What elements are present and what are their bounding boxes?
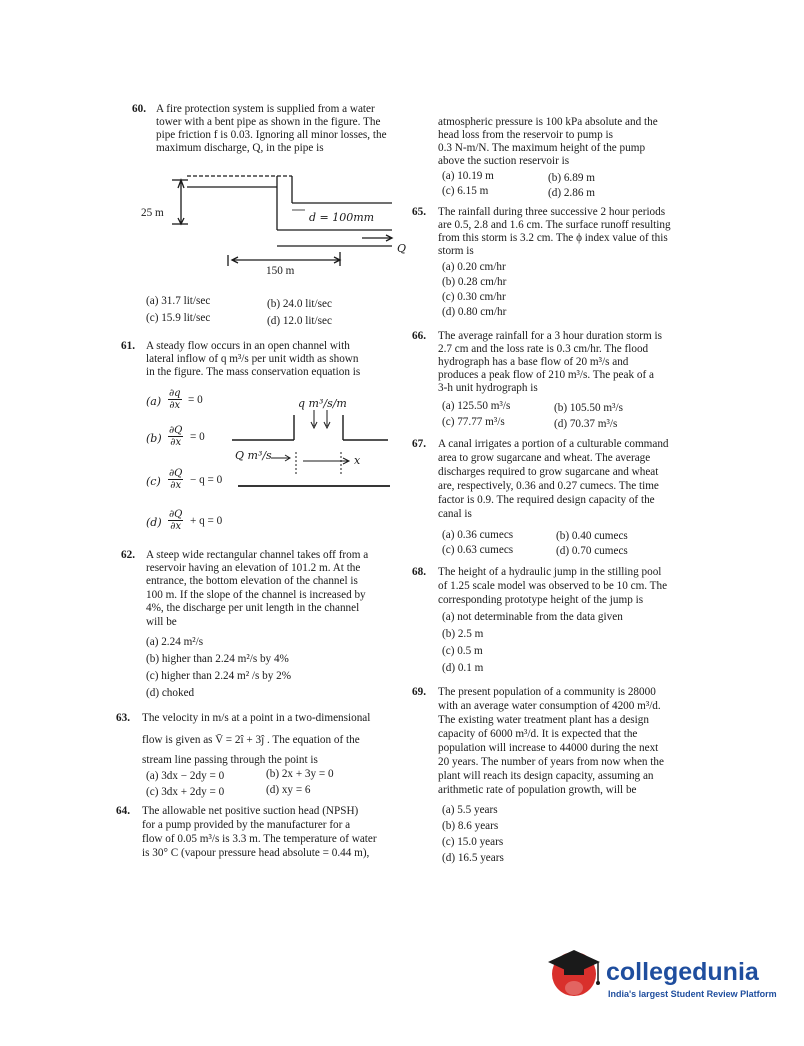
question-text: A fire protection system is supplied from a water — [156, 103, 375, 115]
question-text: plant will reach its design capacity, assuming an — [438, 770, 654, 782]
option-d: (d) 12.0 lit/sec — [267, 315, 332, 327]
option-b: (b) 2.5 m — [442, 628, 484, 640]
option-c: (c) 77.77 m³/s — [442, 416, 505, 428]
question-number: 68. — [412, 566, 426, 578]
question-text: produces a peak flow of 210 m³/s. The peak of a — [438, 369, 654, 381]
question-text: atmospheric pressure is 100 kPa absolute and the — [438, 116, 658, 128]
question-text: A steady flow occurs in an open channel with — [146, 340, 350, 352]
option-d: (d) 16.5 years — [442, 852, 504, 864]
question-text: are 0.5, 2.8 and 1.6 cm. The surface runoff resulting — [438, 219, 671, 231]
option-label: (a) — [146, 395, 162, 408]
question-text: 100 m. If the slope of the channel is increased by — [146, 589, 366, 601]
option-b-tail: = 0 — [190, 431, 205, 443]
option-d: (d) xy = 6 — [266, 784, 311, 796]
question-text: 0.3 N-m/N. The maximum height of the pump — [438, 142, 646, 154]
question-text: stream line passing through the point is — [142, 754, 318, 766]
question-text: in the figure. The mass conservation equation is — [146, 366, 361, 378]
option-c: (c) 0.63 cumecs — [442, 544, 514, 556]
option-a-tail: = 0 — [188, 394, 203, 406]
option-c: (c) 15.9 lit/sec — [146, 312, 211, 324]
question-text: for a pump provided by the manufacturer for a — [142, 819, 351, 831]
height-label: 25 m — [141, 207, 164, 219]
option-c: (c) 3dx + 2dy = 0 — [146, 786, 225, 798]
question-text: flow is given as V̄ = 2î + 3ĵ . The equation of the — [142, 734, 360, 746]
question-text: capacity of 6000 m³/d. It is expected that the — [438, 728, 638, 740]
question-text: factor is 0.9. The required design capacity of the — [438, 494, 655, 506]
option-d: (d) 0.1 m — [442, 662, 484, 674]
option-label: (d) — [146, 516, 162, 529]
partial-fraction: $\frac{\partial Q}{\partial x}$ — [169, 468, 183, 491]
question-text: entrance, the bottom elevation of the channel is — [146, 575, 358, 587]
logo-tagline: India's largest Student Review Platform — [608, 989, 777, 999]
option-c: (c) 15.0 years — [442, 836, 504, 848]
question-text: will be — [146, 616, 177, 628]
option-a: (a) 0.20 cm/hr — [442, 261, 506, 273]
question-text: flow of 0.05 m³/s is 3.3 m. The temperature of water — [142, 833, 377, 845]
option-d: (d) 0.70 cumecs — [556, 545, 628, 557]
question-number: 67. — [412, 438, 426, 450]
option-b: (b) 0.28 cm/hr — [442, 276, 507, 288]
question-text: The existing water treatment plant has a design — [438, 714, 649, 726]
question-text: above the suction reservoir is — [438, 155, 570, 167]
question-text: population will increase to 44000 during the next — [438, 742, 659, 754]
question-text: from this storm is 3.2 cm. The ϕ index value of this — [438, 232, 668, 244]
partial-fraction: $\frac{\partial q}{\partial x}$ — [169, 388, 181, 411]
question-text: area to grow sugarcane and wheat. The average — [438, 452, 651, 464]
option-c: (c) 6.15 m — [442, 185, 489, 197]
question-number: 69. — [412, 686, 426, 698]
question-number: 62. — [121, 549, 135, 561]
question-text: corresponding prototype height of the jump is — [438, 594, 644, 606]
question-text: reservoir having an elevation of 101.2 m. At the — [146, 562, 361, 574]
option-a: (a) 2.24 m²/s — [146, 636, 204, 648]
question-number: 66. — [412, 330, 426, 342]
option-c: (c) 0.30 cm/hr — [442, 291, 506, 303]
partial-fraction: $\frac{\partial Q}{\partial x}$ — [169, 509, 183, 532]
question-number: 65. — [412, 206, 426, 218]
partial-fraction: $\frac{\partial Q}{\partial x}$ — [169, 425, 183, 448]
option-a: (a) 0.36 cumecs — [442, 529, 514, 541]
question-text: 2.7 cm and the loss rate is 0.3 cm/hr. The flood — [438, 343, 649, 355]
question-text: pipe friction f is 0.03. Ignoring all minor losses, the — [156, 129, 387, 141]
question-text: The present population of a community is 28000 — [438, 686, 656, 698]
option-a: (a) 31.7 lit/sec — [146, 295, 211, 307]
question-text: is 30° C (vapour pressure head absolute = 0.44 m), — [142, 847, 370, 859]
question-text: The rainfall during three successive 2 hour periods — [438, 206, 666, 218]
option-label: (b) — [146, 432, 162, 445]
diameter-label: d = 100mm — [309, 211, 375, 224]
option-c: (c) 0.5 m — [442, 645, 483, 657]
option-b: (b) 0.40 cumecs — [556, 530, 628, 542]
option-c: (c) higher than 2.24 m² /s by 2% — [146, 670, 292, 682]
option-d-tail: + q = 0 — [190, 515, 223, 527]
option-label: (c) — [146, 475, 161, 488]
option-a: (a) 3dx − 2dy = 0 — [146, 770, 225, 782]
question-text: storm is — [438, 245, 474, 257]
option-d: (d) 70.37 m³/s — [554, 418, 618, 430]
option-b: (b) higher than 2.24 m²/s by 4% — [146, 653, 289, 665]
question-number: 60. — [132, 103, 146, 115]
question-text: A canal irrigates a portion of a culturable command — [438, 438, 669, 450]
option-c-tail: − q = 0 — [190, 474, 223, 486]
option-a: (a) 125.50 m³/s — [442, 400, 511, 412]
question-text: canal is — [438, 508, 472, 520]
question-text: tower with a bent pipe as shown in the figure. The — [156, 116, 381, 128]
question-text: with an average water consumption of 4200 m³/d. — [438, 700, 661, 712]
question-number: 64. — [116, 805, 130, 817]
question-text: The height of a hydraulic jump in the stilling pool — [438, 566, 662, 578]
question-text: hydrograph has a base flow of 20 m³/s and — [438, 356, 629, 368]
option-d: (d) 2.86 m — [548, 187, 595, 199]
option-d: (d) choked — [146, 687, 195, 699]
question-text: head loss from the reservoir to pump is — [438, 129, 613, 141]
question-text: 20 years. The number of years from now when the — [438, 756, 664, 768]
option-b: (b) 8.6 years — [442, 820, 499, 832]
option-b: (b) 24.0 lit/sec — [267, 298, 332, 310]
question-text: The allowable net positive suction head (NPSH) — [142, 805, 359, 817]
question-text: discharges required to grow sugarcane and wheat — [438, 466, 659, 478]
discharge-label: Q — [397, 242, 407, 255]
question-text: The average rainfall for a 3 hour duration storm is — [438, 330, 662, 342]
option-a: (a) not determinable from the data given — [442, 611, 623, 623]
option-d: (d) 0.80 cm/hr — [442, 306, 507, 318]
question-text: lateral inflow of q m³/s per unit width as shown — [146, 353, 359, 365]
question-text: 4%, the discharge per unit length in the channel — [146, 602, 360, 614]
option-a: (a) 10.19 m — [442, 170, 494, 182]
question-text: 3-h unit hydrograph is — [438, 382, 538, 394]
length-label: 150 m — [266, 265, 295, 277]
question-number: 61. — [121, 340, 135, 352]
option-b: (b) 105.50 m³/s — [554, 402, 623, 414]
option-a: (a) 5.5 years — [442, 804, 498, 816]
discharge-label: Q m³/s — [235, 449, 272, 462]
question-text: arithmetic rate of population growth, will be — [438, 784, 637, 796]
x-axis-label: x — [354, 454, 361, 467]
question-text: A steep wide rectangular channel takes off from a — [146, 549, 369, 561]
question-text: The velocity in m/s at a point in a two-dimensional — [142, 712, 371, 724]
option-b: (b) 2x + 3y = 0 — [266, 768, 334, 780]
question-text: of 1.25 scale model was observed to be 10 cm. The — [438, 580, 668, 592]
question-text: maximum discharge, Q, in the pipe is — [156, 142, 324, 154]
question-text: are, respectively, 0.36 and 0.27 cumecs. The time — [438, 480, 659, 492]
option-b: (b) 6.89 m — [548, 172, 595, 184]
inflow-label: q m³/s/m — [298, 397, 347, 410]
logo-name: collegedunia — [606, 958, 759, 986]
question-number: 63. — [116, 712, 130, 724]
